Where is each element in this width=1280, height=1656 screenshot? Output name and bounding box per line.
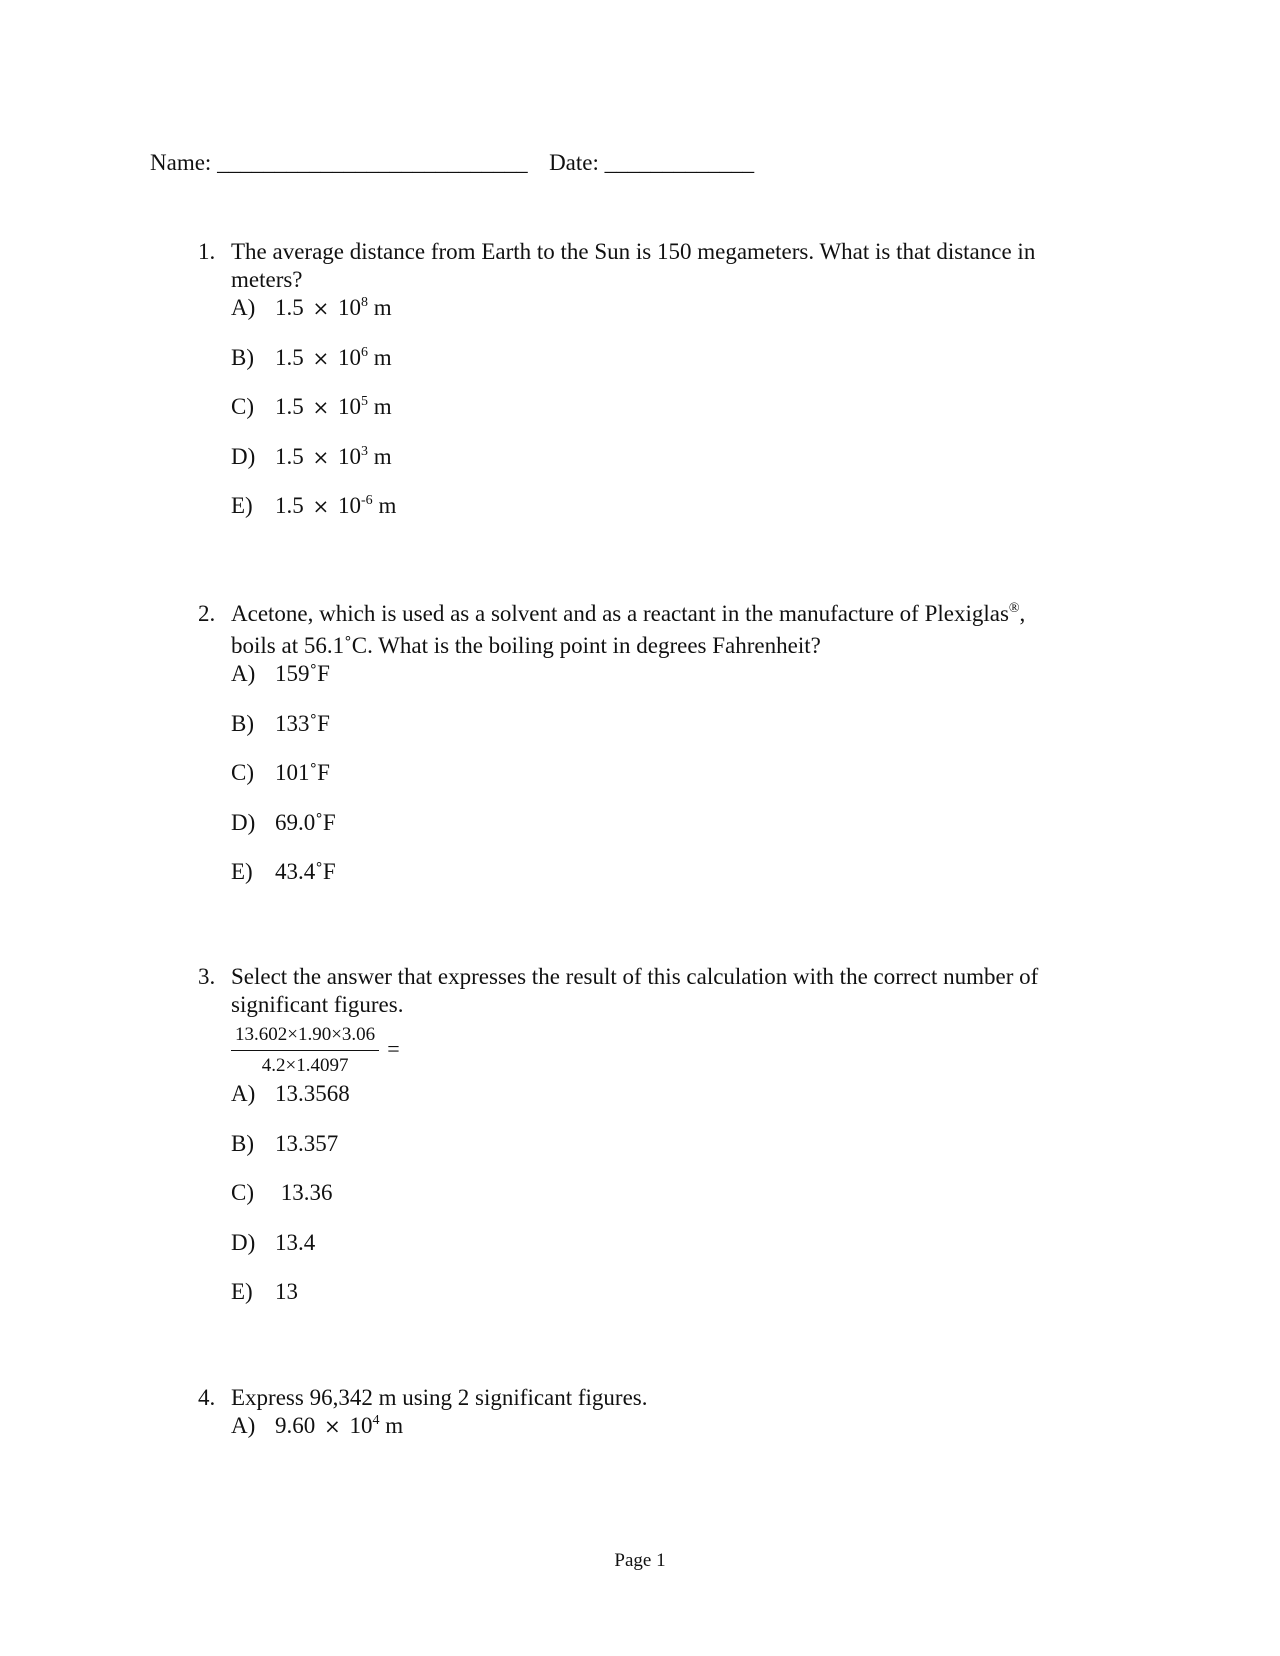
option-d: D) 13.4 [231,1229,316,1255]
question-number: 3. [198,964,216,989]
question-stem: Express 96,342 m using 2 significant figures. [231,1385,648,1410]
answer-options [231,294,1118,542]
question-stem: Acetone, which is used as a solvent and as a reactant in the manufacture of Plexiglas®, boils at 56.1˚C. What is the boiling point in degrees Fahrenheit? [231,601,1026,658]
calculation-fraction [231,1023,400,1078]
option-b: B) $1.5 \times 10^6$ m [231,344,392,370]
answer-options [231,1080,1118,1328]
option-b: B) 133˚F [231,710,330,736]
question-1 [198,238,1118,542]
question-number: 4. [198,1385,216,1410]
question-number: 1. [198,239,216,264]
option-c: C) 13.36 [231,1180,333,1205]
option-c: C) $1.5 \times 10^5$ m [231,394,392,419]
name-label: Name: [150,150,212,175]
date-blank: _____________ [604,150,755,175]
option-e: E) 13 [231,1279,298,1304]
option-d: D) 69.0˚F [231,809,336,835]
date-label: Date: [549,150,599,175]
answer-options [231,1412,1118,1462]
question-3 [198,963,1118,1328]
fraction-numerator: 13.602×1.90×3.06 [231,1023,379,1051]
option-e: E) $1.5 \times 10^{-6}$ m [231,493,397,518]
question-stem: Select the answer that expresses the result of this calculation with the correct number of significant figures. $\frac{13.602\times 1.90\times 3.06}{4.2\times 1.4097}$ = [231,964,1039,1076]
option-d: D) $1.5 \times 10^3$ m [231,443,392,469]
option-e: E) 43.4˚F [231,859,336,884]
fraction-denominator: 4.2×1.4097 [261,1055,349,1076]
name-date-header [150,150,754,176]
question-2 [198,600,1118,908]
option-a: A) $1.5 \times 10^8$ m [231,295,392,320]
option-c: C) 101˚F [231,760,330,785]
option-a: A) $9.60 \times 10^4$ m [231,1413,404,1438]
answer-options [231,660,1118,908]
question-number: 2. [198,601,216,626]
page-number: Page 1 [614,1550,666,1571]
question-4 [198,1384,1118,1462]
question-stem: The average distance from Earth to the Sun is 150 megameters. What is that distance in meters? [231,239,1036,292]
option-b: B) 13.357 [231,1130,339,1156]
option-a: A) 13.3568 [231,1081,350,1106]
name-blank: ___________________________ [217,150,528,175]
equals-sign: = [387,1035,400,1061]
option-a: A) 159˚F [231,661,330,686]
